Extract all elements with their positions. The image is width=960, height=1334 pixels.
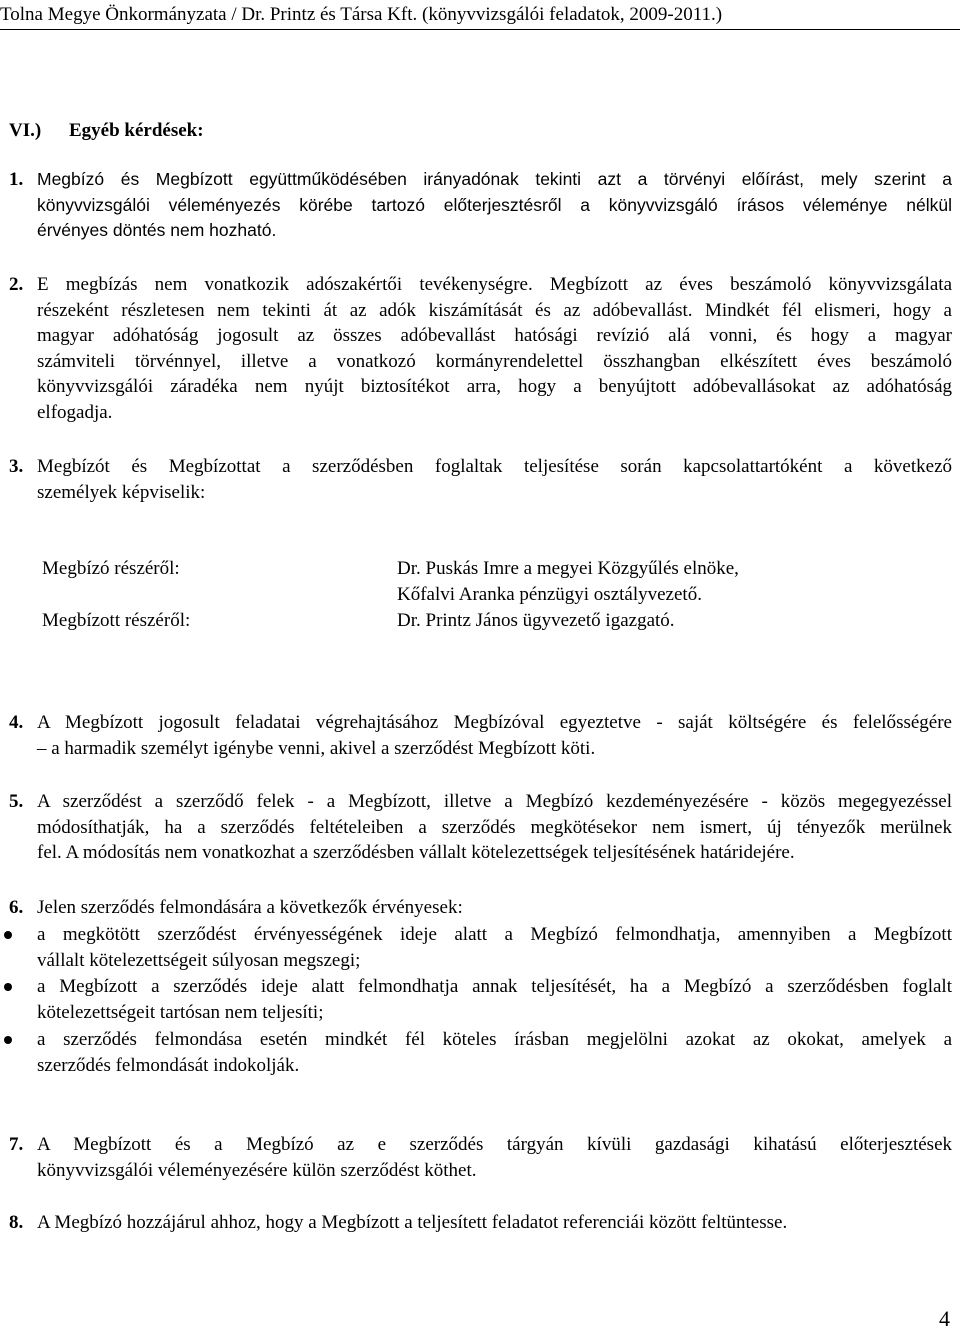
page-number: 4 xyxy=(939,1306,950,1331)
item-number: 3. xyxy=(9,456,24,477)
text-line: a megkötött szerződést érvényességének ideje alatt a Megbízó felmondhatja, amennyiben a Megbízott xyxy=(37,924,952,945)
text-line: magyar adóhatóság jogosult az összes adóbevallást hatósági revízió alá vonni, és hogy a magyar xyxy=(37,325,952,346)
text-line: a Megbízott a szerződés ideje alatt felmondhatja annak teljesítését, ha a Megbízó a szerződésben foglalt xyxy=(37,976,952,997)
text-line: A Megbízó hozzájárul ahhoz, hogy a Megbízott a teljesített feladatot referenciái között feltüntesse. xyxy=(37,1212,788,1233)
item-text xyxy=(37,895,952,921)
item-text xyxy=(37,1027,952,1078)
item-text xyxy=(37,454,952,505)
contractor-label: Megbízott részéről: xyxy=(42,610,191,631)
text-line: könyvvizsgálói véleményezés körébe tartozó előterjesztésről a könyvvizsgáló írásos véleménye nélkül xyxy=(37,194,952,215)
text-line: szerződés felmondását indokolják. xyxy=(37,1054,300,1076)
page-header: Tolna Megye Önkormányzata / Dr. Printz és Társa Kft. (könyvvizsgálói feladatok, 2009-2011.) xyxy=(0,4,723,25)
text-line: módosíthatják, ha a szerződés feltételeiben a szerződés megkötésekor nem ismert, új tényezők merülnek xyxy=(37,816,952,838)
text-line: számviteli törvénnyel, illetve a vonatkozó kormányrendelettel összhangban elkészített éves beszámoló xyxy=(37,350,952,372)
section-title-text: Egyéb kérdések: xyxy=(69,120,204,141)
text-line: kötelezettségeit tartósan nem teljesíti; xyxy=(37,1001,324,1023)
text-line: érvényes döntés nem hozható. xyxy=(37,220,277,240)
item-number: 2. xyxy=(9,274,24,295)
item-text xyxy=(37,922,952,973)
text-line: Megbízót és Megbízottat a szerződésben foglaltak teljesítése során kapcsolattartóként a következő xyxy=(37,456,952,477)
text-line: részeként részletesen nem tekinti át az adók kiszámítását és az adóbevallást. Mindkét fél elismeri, hogy a xyxy=(37,299,952,321)
bullet-icon xyxy=(4,931,12,939)
client-representative: Dr. Puskás Imre a megyei Közgyűlés elnöke, xyxy=(397,558,739,579)
text-line: Jelen szerződés felmondására a következők érvényesek: xyxy=(37,897,463,918)
item-number: 5. xyxy=(9,791,24,812)
item-text xyxy=(37,710,952,761)
text-line: könyvvizsgálói véleményezésére külön szerződést köthet. xyxy=(37,1159,477,1181)
text-line: – a harmadik személyt igénybe venni, akivel a szerződést Megbízott köti. xyxy=(37,737,596,759)
item-text xyxy=(37,272,952,425)
text-line: E megbízás nem vonatkozik adószakértői tevékenységre. Megbízott az éves beszámoló könyvvizsgálata xyxy=(37,274,952,295)
item-number: 6. xyxy=(9,897,24,918)
section-title xyxy=(9,118,204,143)
client-representative: Kőfalvi Aranka pénzügyi osztályvezető. xyxy=(397,584,702,605)
item-number: 4. xyxy=(9,712,24,733)
item-text xyxy=(37,1210,952,1236)
section-number: VI.) xyxy=(9,120,42,141)
text-line: személyek képviselik: xyxy=(37,481,206,503)
bullet-icon xyxy=(4,983,12,991)
client-label: Megbízó részéről: xyxy=(42,558,180,579)
text-line: a szerződés felmondása esetén mindkét fél köteles írásban megjelölni azokat az okokat, amelyek a xyxy=(37,1029,952,1050)
header-divider xyxy=(0,29,960,30)
text-line: fel. A módosítás nem vonatkozhat a szerződésben vállalt kötelezettségek teljesítésének határidejére. xyxy=(37,842,795,863)
text-line: Megbízó és Megbízott együttműködésében irányadónak tekinti azt a törvényi előírást, mely szerint a xyxy=(37,169,952,189)
item-text xyxy=(37,167,952,244)
text-line: vállalt kötelezettségeit súlyosan megszegi; xyxy=(37,949,361,971)
item-text xyxy=(37,1132,952,1183)
text-line: elfogadja. xyxy=(37,401,113,423)
text-line: A szerződést a szerződő felek - a Megbízott, illetve a Megbízó kezdeményezésére - közös megegyezéssel xyxy=(37,791,952,812)
item-text xyxy=(37,974,952,1025)
text-line: A Megbízott jogosult feladatai végrehajtásához Megbízóval egyeztetve - saját költségére és felelősségére xyxy=(37,712,952,733)
text-line: A Megbízott és a Megbízó az e szerződés tárgyán kívüli gazdasági kihatású előterjesztések xyxy=(37,1134,952,1155)
text-line: könyvvizsgálói záradéka nem nyújt biztosítékot arra, hogy a benyújtott adóbevallásokat az adóhatóság xyxy=(37,376,952,397)
item-number: 7. xyxy=(9,1134,24,1155)
item-number: 1. xyxy=(9,169,24,190)
item-number: 8. xyxy=(9,1212,24,1233)
contractor-representative: Dr. Printz János ügyvezető igazgató. xyxy=(397,610,675,631)
bullet-icon xyxy=(4,1036,12,1044)
item-text xyxy=(37,789,952,866)
